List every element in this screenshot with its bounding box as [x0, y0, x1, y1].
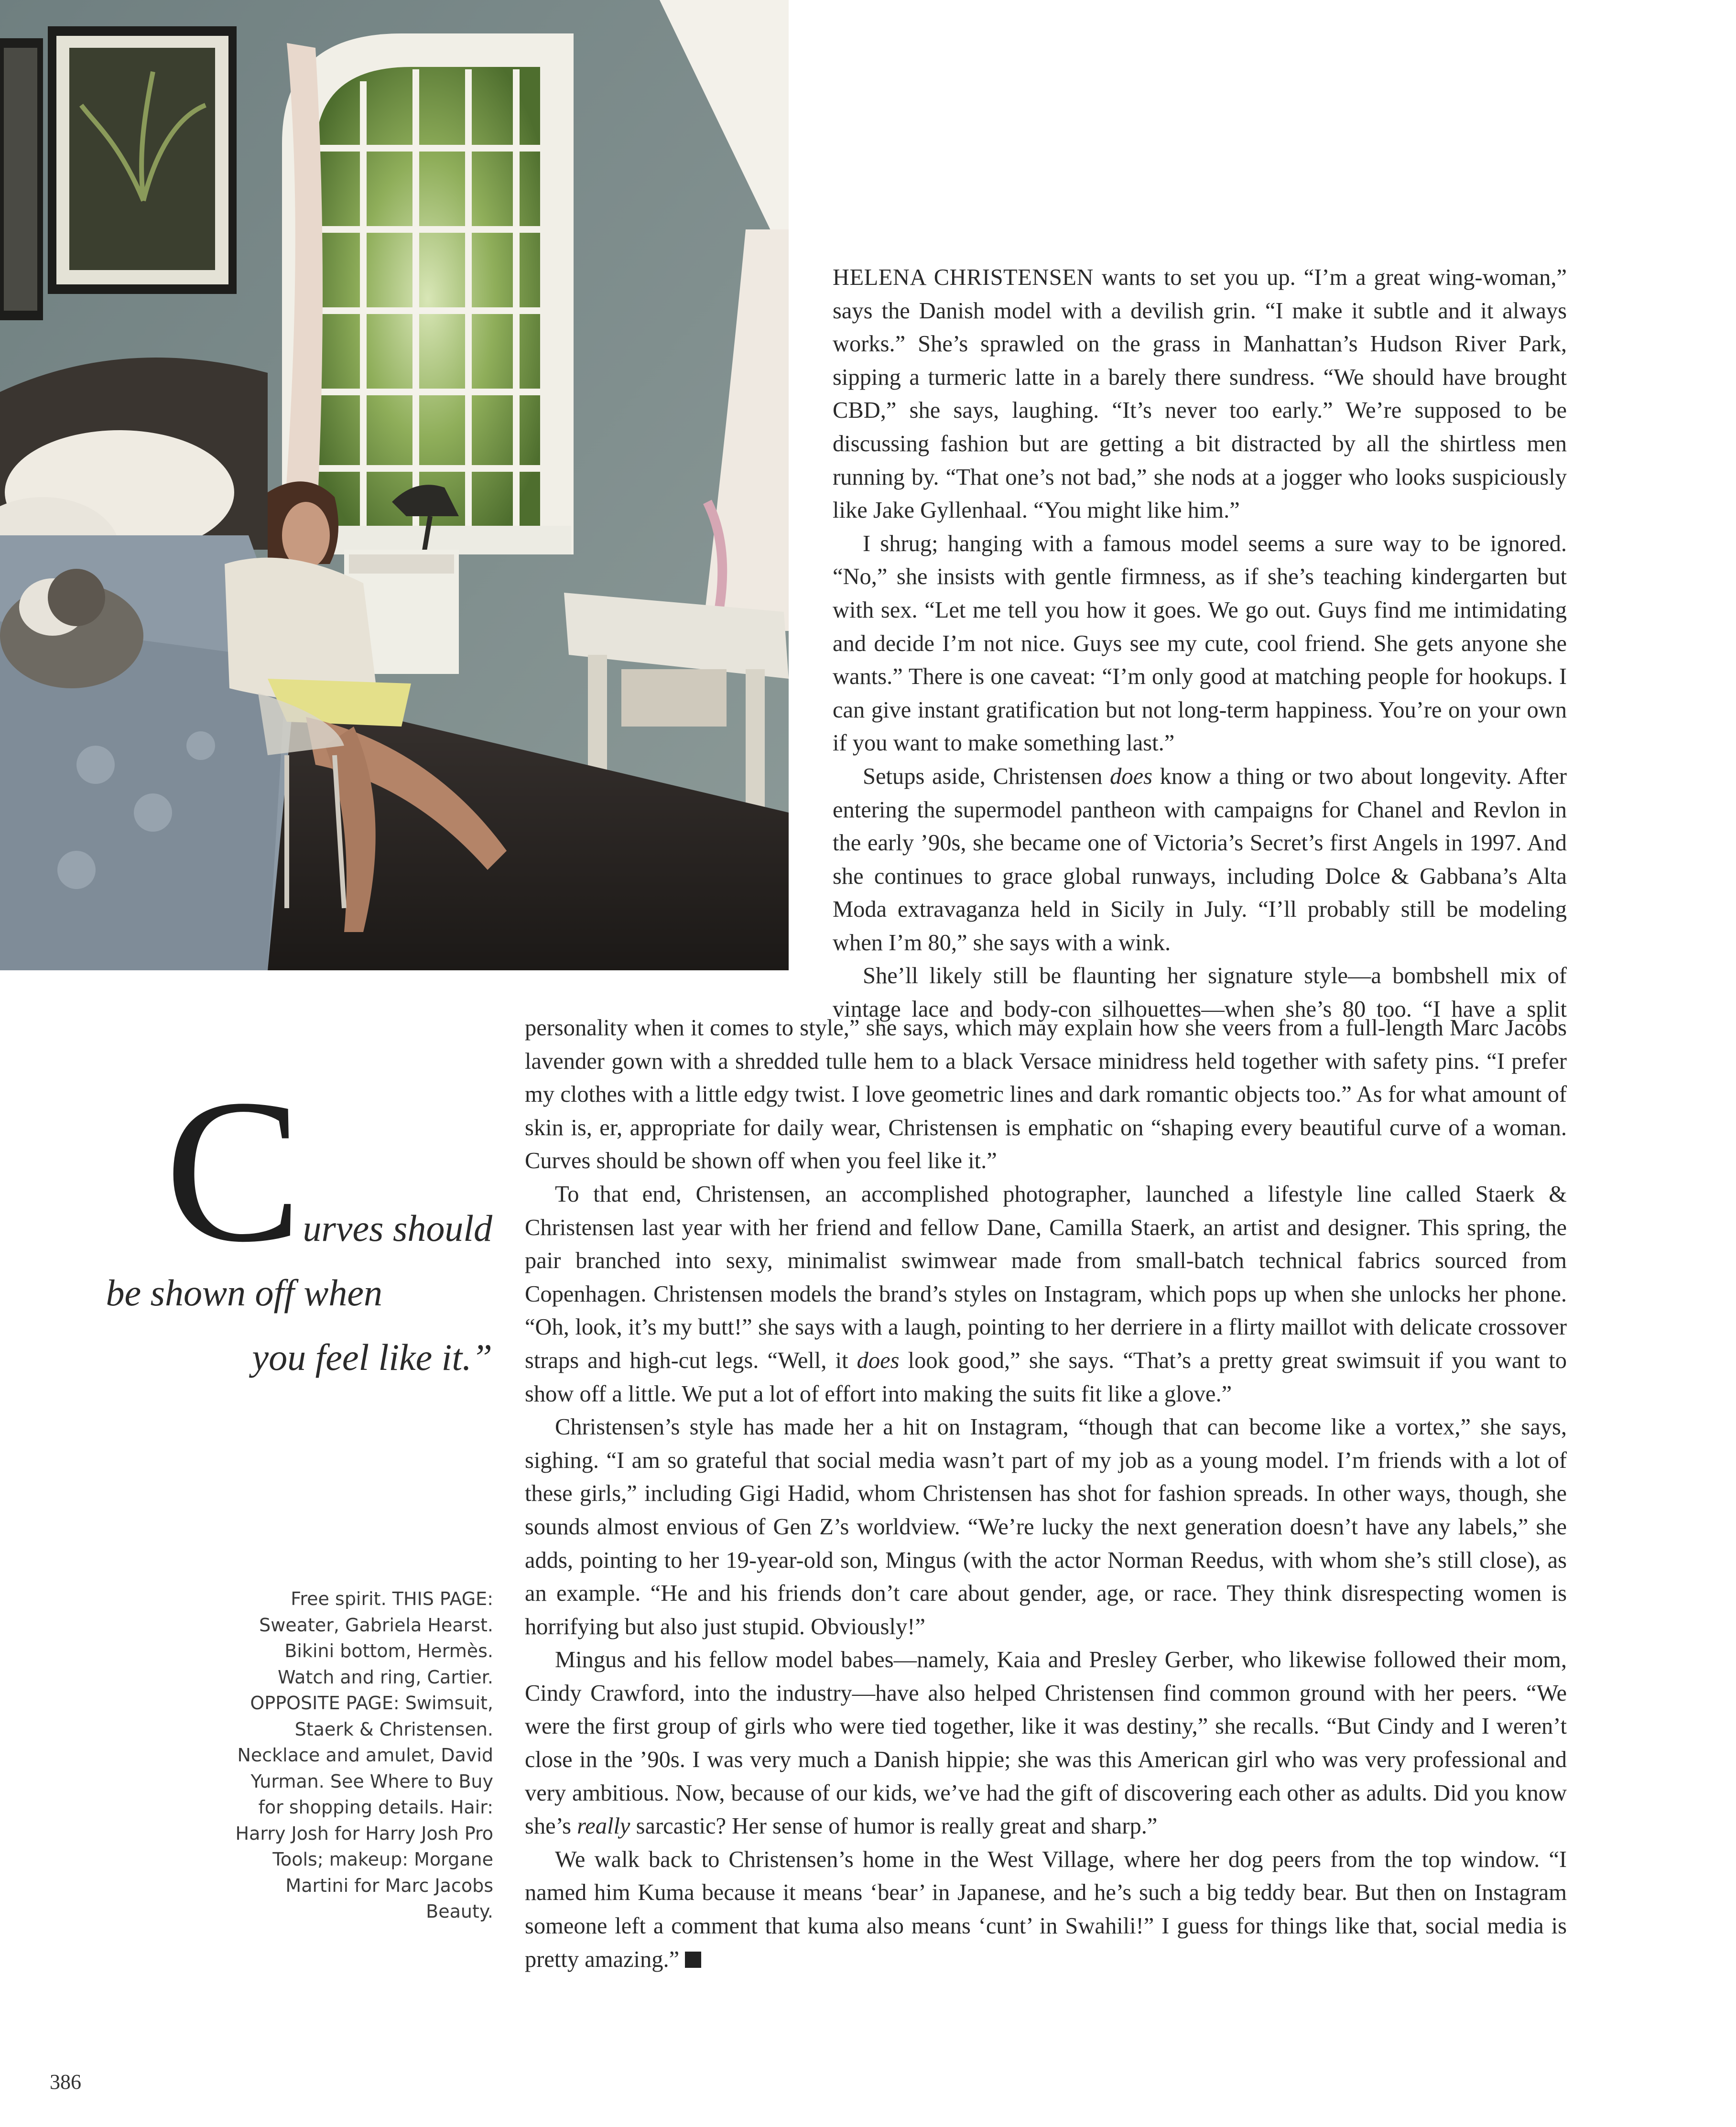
photo-caption: Free spirit. THIS PAGE: Sweater, Gabriela Hearst. Bikini bottom, Hermès. Watch and ring, Cartier. OPPOSITE PAGE: Swimsuit, Staerk & Christensen. Necklace and amulet, David Yurman. See Where to Buy for shopping details. Hair: Harry Josh for Harry Josh Pro Tools; makeup: Morgane Martini for Marc Jacobs Beauty.: [235, 1588, 493, 1922]
photo-illustration: [0, 0, 789, 970]
article-paragraph-5: [525, 1178, 1567, 1411]
article-paragraph-3: [833, 760, 1567, 960]
article-column-top: [833, 261, 1567, 1026]
article-paragraph-8: [525, 1843, 1567, 1976]
lead-name: HELENA CHRISTENSEN: [833, 265, 1094, 290]
article-paragraph-7: [525, 1643, 1567, 1843]
emphasis: does: [857, 1347, 900, 1373]
pull-quote-line-3: you feel like it.”: [252, 1336, 492, 1378]
pull-quote: [106, 1057, 492, 1381]
paragraph-text: know a thing or two about longevity. After entering the supermodel pantheon with campaigns for Chanel and Revlon in the early ’90s, she became one of Victoria’s Secret’s first Angels in 1997. And she continues to grace global runways, including Dolce & Gabbana’s Alta Moda extravaganza held in Sicily in July. “I’ll probably still be modeling when I’m 80,” she says with a wink.: [833, 763, 1567, 955]
paragraph-text: wants to set you up. “I’m a great wing-woman,” says the Danish model with a devilish grin. “I make it subtle and it always works.” She’s sprawled on the grass in Manhattan’s Hudson River Park, sipping a turmeric latte in a barely there sundress. “We should have brought CBD,” she says, laughing. “It’s never too early.” We’re supposed to be discussing fashion but are getting a bit distracted by all the shirtless men running by. “That one’s not bad,” she nods at a jogger who looks suspiciously like Jake Gyllenhaal. “You might like him.”: [833, 265, 1567, 523]
end-mark-icon: [685, 1952, 701, 1968]
article-paragraph-4-start: She’ll likely still be flaunting her signature style—a bombshell mix of vintage lace and body-con silhouettes—when she’s 80 too. “I have a split: [833, 963, 1567, 1022]
pull-quote-line-1: urves should: [303, 1207, 492, 1249]
emphasis: does: [1110, 763, 1153, 789]
pull-quote-initial: C: [165, 1057, 302, 1285]
article-paragraph-2: I shrug; hanging with a famous model seems a sure way to be ignored. “No,” she insists with gentle firmness, as if she’s teaching kindergarten but with sex. “Let me tell you how it goes. We go out. Guys find me intimidating and decide I’m not nice. Guys see my cute, cool friend. She gets anyone she wants.” There is one caveat: “I’m only good at matching people for hookups. I can give instant gratification but not long-term happiness. You’re on your own if you want to make something last.”: [833, 531, 1567, 756]
paragraph-text: Mingus and his fellow model babes—namely, Kaia and Presley Gerber, who likewise followed their mom, Cindy Crawford, into the industry—have also helped Christensen find common ground with her peers. “We were the first group of girls who were tied together, like it was destiny,” she recalls. “But Cindy and I weren’t close in the ’90s. I was very much a Danish hippie; she was this American girl who was very professional and very ambitious. Now, because of our kids, we’ve had the gift of discovering each other as adults. Did you know she’s: [525, 1647, 1567, 1839]
emphasis: really: [577, 1813, 630, 1839]
pull-quote-line-2: be shown off when: [106, 1272, 382, 1313]
paragraph-text: We walk back to Christensen’s home in the West Village, where her dog peers from the top window. “I named him Kuma because it means ‘bear’ in Japanese, and he’s such a big teddy bear. But then on Instagram someone left a comment that kuma also means ‘cunt’ in Swahili!” I guess for things like that, social media is pretty amazing.”: [525, 1846, 1567, 1972]
bedroom-portrait-photo: [0, 0, 789, 970]
article-paragraph-1: [833, 261, 1567, 527]
paragraph-text: sarcastic? Her sense of humor is really great and sharp.”: [630, 1813, 1158, 1839]
paragraph-text: look good,” she says. “That’s a pretty great swimsuit if you want to show off a little. We put a lot of effort into making the suits fit like a glove.”: [525, 1347, 1567, 1407]
article-paragraph-6: Christensen’s style has made her a hit on Instagram, “though that can become like a vortex,” she says, sighing. “I am so grateful that social media wasn’t part of my job as a young model. I’m friends with a lot of these girls,” including Gigi Hadid, whom Christensen has shot for fashion spreads. In other ways, though, she sounds almost envious of Gen Z’s worldview. “We’re lucky the next generation doesn’t have any labels,” she adds, pointing to her 19-year-old son, Mingus (with the actor Norman Reedus, with whom she’s still close), as an example. “He and his friends don’t care about gender, age, or race. They think disrespecting women is horrifying but also just stupid. Obviously!”: [525, 1414, 1567, 1639]
paragraph-text: Setups aside, Christensen: [863, 763, 1110, 789]
page-number: 386: [50, 2070, 81, 2094]
paragraph-text: To that end, Christensen, an accomplished photographer, launched a lifestyle line called Staerk & Christensen last year with her friend and fellow Dane, Camilla Staerk, an artist and designer. This spring, the pair branched into sexy, minimalist swimwear made from small-batch technical fabrics sourced from Copenhagen. Christensen models the brand’s styles on Instagram, which pops up when she unlocks her phone. “Oh, look, it’s my butt!” she says with a laugh, pointing to her derriere in a flirty maillot with delicate crossover straps and high-cut legs. “Well, it: [525, 1181, 1567, 1373]
article-paragraph-4-cont: personality when it comes to style,” she says, which may explain how she veers from a full-length Marc Jacobs lavender gown with a shredded tulle hem to a black Versace minidress held together with safety pins. “I prefer my clothes with a little edgy twist. I love geometric lines and dark romantic objects too.” As for what amount of skin is, er, appropriate for daily wear, Christensen is emphatic on “shaping every beautiful curve of a woman. Curves should be shown off when you feel like it.”: [525, 1015, 1567, 1174]
article-column-bottom: [525, 1011, 1567, 1976]
